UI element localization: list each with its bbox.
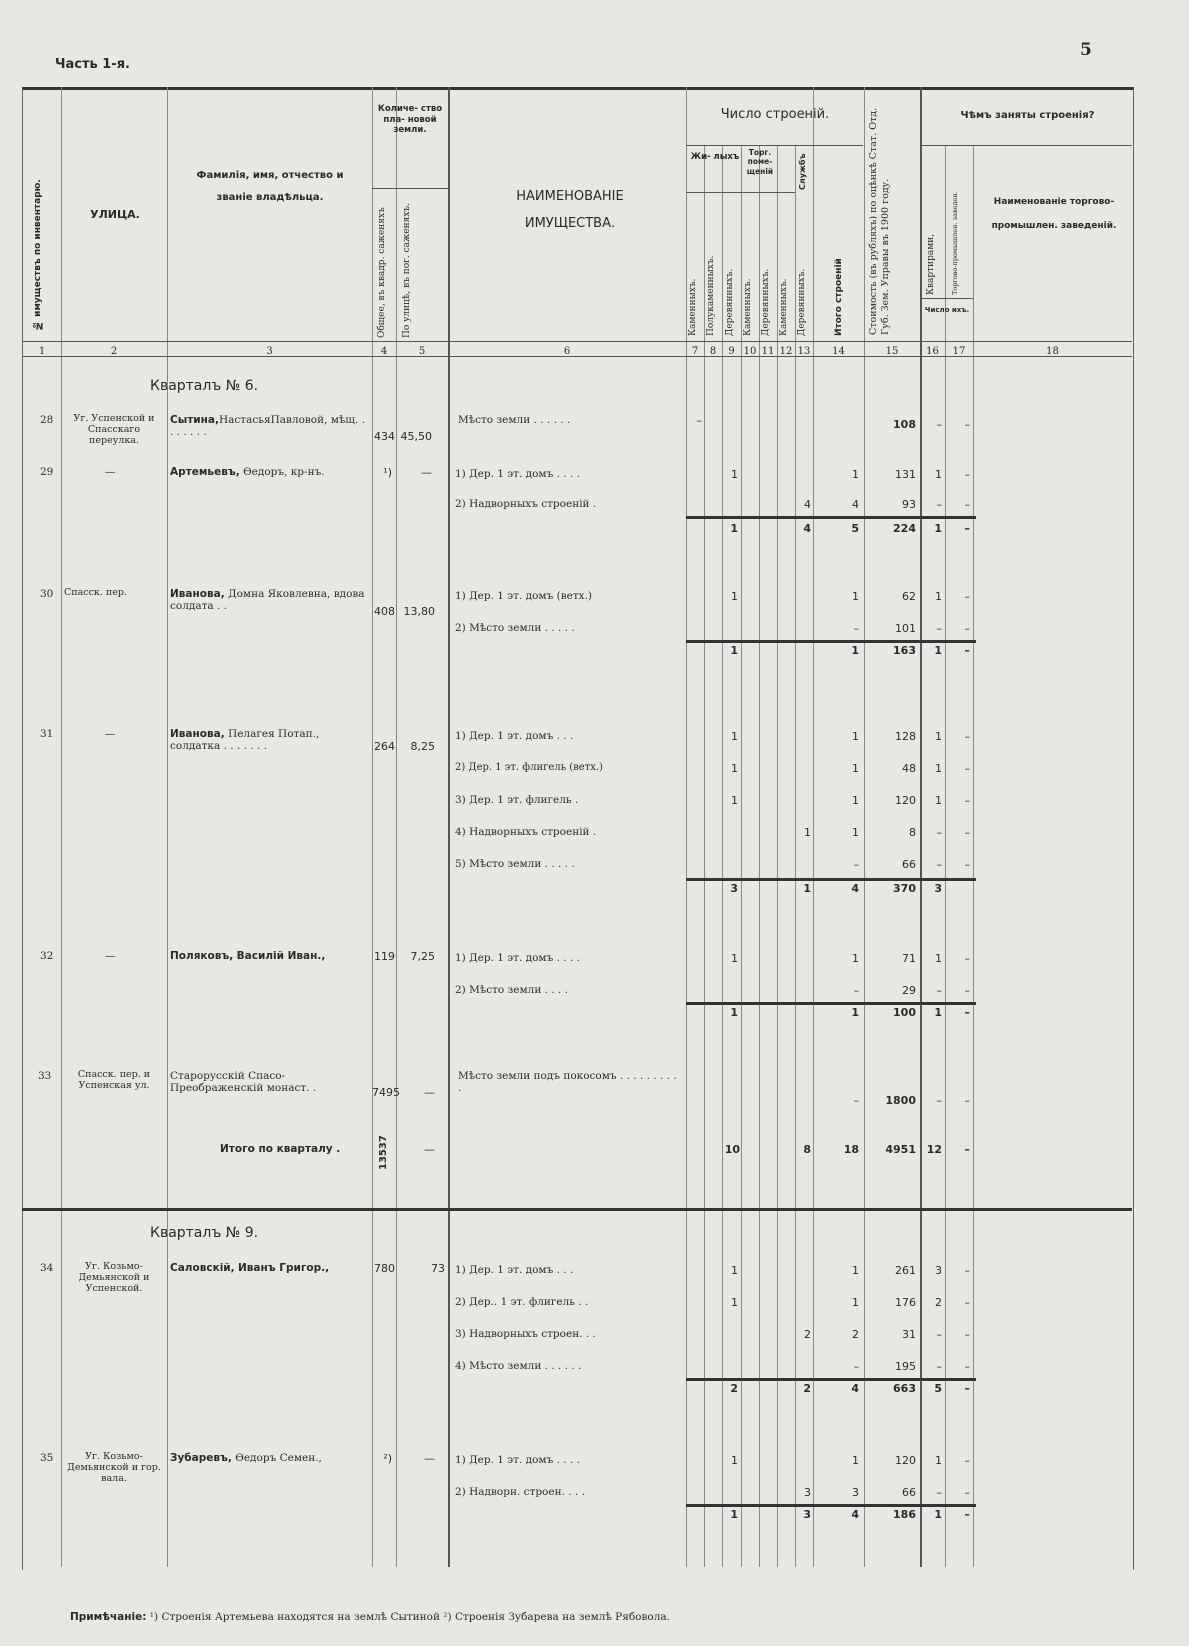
cell-dash: – xyxy=(696,414,702,427)
count-cell: – xyxy=(964,952,970,965)
value-cell: 71 xyxy=(902,952,916,965)
count-cell: – xyxy=(936,826,942,839)
header-mat-semi: Полукаменныхъ. xyxy=(706,255,716,336)
sum-count: 1 xyxy=(934,1508,942,1521)
sum-wood: 1 xyxy=(730,1508,738,1521)
wood-count: 1 xyxy=(731,468,738,481)
property-item: 1) Дер. 1 эт. домъ (ветх.) xyxy=(455,590,593,602)
wood-count: 1 xyxy=(731,1454,738,1467)
street-cell: Уг. Успенской и Спасскаго переулка. xyxy=(73,413,155,446)
inventory-no: 35 xyxy=(40,1452,54,1464)
count-cell: – xyxy=(964,590,970,603)
wood-count: 1 xyxy=(731,762,738,775)
wood-count: 1 xyxy=(731,952,738,965)
col-divider xyxy=(372,87,373,1567)
owner-rest: НастасьяПавловой, мѣщ. . . . . . . . xyxy=(170,414,366,439)
property-item: Мѣсто земли . . . . . . xyxy=(458,414,571,426)
total-buildings: 2 xyxy=(852,1328,859,1341)
value-cell: 1800 xyxy=(885,1094,916,1107)
service-count: 1 xyxy=(804,826,811,839)
count-cell: – xyxy=(936,984,942,997)
footnote xyxy=(70,1611,670,1623)
col-divider xyxy=(61,87,62,1567)
sum-count: 1 xyxy=(934,1006,942,1019)
street-cell: — xyxy=(105,466,116,478)
col-divider xyxy=(741,145,742,1567)
count-cell: 1 xyxy=(935,730,942,743)
inventory-no: 29 xyxy=(40,466,54,478)
total-buildings: – xyxy=(853,1360,859,1373)
header-buildings: Число строеній. xyxy=(720,107,830,122)
land-area: 408 xyxy=(374,605,395,618)
owner-rest: Иванъ Григор., xyxy=(237,1262,330,1274)
total-buildings: – xyxy=(853,622,859,635)
count-cell: – xyxy=(964,984,970,997)
land-area: ¹) xyxy=(383,466,392,479)
count-cell: – xyxy=(936,418,942,431)
quarter-total-count: 12 xyxy=(926,1143,942,1156)
property-item: 1) Дер. 1 эт. домъ . . . xyxy=(455,730,574,742)
count-cell: – xyxy=(936,498,942,511)
street-length: 73 xyxy=(431,1262,445,1275)
count-cell: – xyxy=(964,794,970,807)
count-cell: 1 xyxy=(935,952,942,965)
street-length: — xyxy=(424,1452,435,1465)
street-length: 13,80 xyxy=(403,605,435,618)
sum-value: 663 xyxy=(893,1382,916,1395)
quarter-separator xyxy=(22,1208,1132,1211)
col-number: 3 xyxy=(266,346,273,357)
sum-wood: 2 xyxy=(730,1382,738,1395)
footnote-label: Примѣчаніе: xyxy=(70,1611,147,1623)
count-cell: – xyxy=(936,622,942,635)
property-item: 2) Надворныхъ строеній . xyxy=(455,498,597,510)
sum-total: 1 xyxy=(851,644,859,657)
wood-count: 1 xyxy=(731,794,738,807)
value-cell: 120 xyxy=(895,1454,916,1467)
inventory-no: 32 xyxy=(40,950,54,962)
property-item: 4) Надворныхъ строеній . xyxy=(455,826,597,838)
value-cell: 8 xyxy=(909,826,916,839)
count-cell: – xyxy=(964,1264,970,1277)
col-number: 17 xyxy=(952,346,966,357)
subtotal-rule xyxy=(686,878,976,881)
value-cell: 120 xyxy=(895,794,916,807)
sum-count: – xyxy=(964,1006,970,1019)
col-divider xyxy=(686,87,687,1567)
property-item: 1) Дер. 1 эт. домъ . . . . xyxy=(455,952,580,964)
total-buildings: – xyxy=(853,984,859,997)
total-buildings: 4 xyxy=(852,498,859,511)
street-cell: Уг. Козьмо-Демьянской и Успенской. xyxy=(78,1261,150,1294)
header-rule xyxy=(920,145,1132,146)
owner-cell xyxy=(170,466,325,478)
wood-count: 1 xyxy=(731,1264,738,1277)
col-divider xyxy=(759,145,760,1567)
service-count: 2 xyxy=(804,1328,811,1341)
value-cell: 66 xyxy=(902,858,916,871)
count-cell: 1 xyxy=(935,468,942,481)
total-buildings: 1 xyxy=(852,794,859,807)
sum-wood: 1 xyxy=(730,1006,738,1019)
sum-service: 3 xyxy=(803,1508,811,1521)
street-length: — xyxy=(424,1086,435,1099)
col-number: 9 xyxy=(728,346,735,357)
sum-service: 2 xyxy=(803,1382,811,1395)
street-cell: — xyxy=(105,728,116,740)
street-length: 45,50 xyxy=(400,430,432,443)
header-mat-stone3: Каменныхъ. xyxy=(779,278,789,336)
count-cell: – xyxy=(964,762,970,775)
quarter-total-wood: 10 xyxy=(724,1143,740,1156)
col-divider xyxy=(973,145,974,1567)
total-buildings: 1 xyxy=(852,1264,859,1277)
property-item: 1) Дер. 1 эт. домъ . . . . xyxy=(455,468,580,480)
sum-count: 5 xyxy=(934,1382,942,1395)
count-cell: – xyxy=(964,498,970,511)
sum-total: 5 xyxy=(851,522,859,535)
total-buildings: 1 xyxy=(852,468,859,481)
count-cell: – xyxy=(964,730,970,743)
header-value: Стоимость (въ рубляхъ) по оцѣнкѣ Стат. Отд. Губ. Зем. Управы въ 1900 году. xyxy=(868,107,891,335)
col-number: 18 xyxy=(1046,346,1059,357)
col-number: 4 xyxy=(380,346,388,357)
owner-rest: Пелагея Потап., солдатка . . . . . . . xyxy=(170,728,320,753)
col-number: 6 xyxy=(563,346,571,357)
header-mat-wood3: Деревянныхъ. xyxy=(797,268,807,336)
property-item: 2) Мѣсто земли . . . . xyxy=(455,984,569,996)
street-length: 8,25 xyxy=(410,740,435,753)
part-label: Часть 1-я. xyxy=(55,57,130,72)
land-area: 119 xyxy=(374,950,395,963)
header-rule xyxy=(22,341,1132,342)
owner-surname: Сытина, xyxy=(170,414,219,426)
total-buildings: 1 xyxy=(852,590,859,603)
header-count: Число ихъ. xyxy=(924,306,970,314)
value-cell: 29 xyxy=(902,984,916,997)
subtotal-rule xyxy=(686,1504,976,1507)
header-mat-wood: Деревянныхъ. xyxy=(725,268,735,336)
header-rule xyxy=(686,192,795,193)
total-buildings: – xyxy=(853,858,859,871)
total-buildings: 1 xyxy=(852,1454,859,1467)
header-inventory-no: № имуществъ по инвентарю. xyxy=(33,179,43,330)
total-buildings: 1 xyxy=(852,730,859,743)
sum-count: – xyxy=(964,1508,970,1521)
header-service: Службъ xyxy=(798,153,807,190)
service-count: 3 xyxy=(804,1486,811,1499)
property-item: Мѣсто земли подъ покосомъ . . . . . . . . . . xyxy=(458,1070,677,1095)
property-item: 3) Дер. 1 эт. флигель . xyxy=(455,794,579,806)
total-buildings: 1 xyxy=(852,826,859,839)
property-item: 3) Надворныхъ строен. . . xyxy=(455,1328,596,1340)
value-cell: 62 xyxy=(902,590,916,603)
property-item: 4) Мѣсто земли . . . . . . xyxy=(455,1360,582,1372)
count-cell: – xyxy=(964,1454,970,1467)
header-street: УЛИЦА. xyxy=(90,208,140,221)
sum-count: 3 xyxy=(934,882,942,895)
col-divider xyxy=(167,87,168,1567)
header-land: Количе- ство пла- новой земли. xyxy=(377,104,443,136)
col-divider xyxy=(396,87,397,1567)
owner-rest: Өедоръ, кр-нъ. xyxy=(243,466,325,478)
quarter-total-street: — xyxy=(424,1143,435,1156)
sum-service: 4 xyxy=(803,522,811,535)
property-item: 2) Дер.. 1 эт. флигель . . xyxy=(455,1296,589,1308)
sum-wood: 1 xyxy=(730,644,738,657)
sum-service: 1 xyxy=(803,882,811,895)
sum-total: 1 xyxy=(851,1006,859,1019)
quarter-total-value: 4951 xyxy=(885,1143,916,1156)
footnote-text: ¹) Строенія Артемьева находятся на землѣ Сытиной ²) Строенія Зубарева на землѣ Рябовола. xyxy=(149,1611,670,1623)
col-divider xyxy=(704,145,705,1567)
value-cell: 66 xyxy=(902,1486,916,1499)
header-trade-name: Наименованіе торгово-промышлен. заведеній. xyxy=(991,197,1117,232)
sum-count: – xyxy=(964,522,970,535)
count-cell: – xyxy=(964,1486,970,1499)
value-cell: 195 xyxy=(895,1360,916,1373)
header-land-total: Общее, въ квадр. саженяхъ xyxy=(377,207,387,338)
col-number: 13 xyxy=(797,346,811,357)
col-number: 11 xyxy=(761,346,775,357)
value-cell: 128 xyxy=(895,730,916,743)
owner-cell xyxy=(170,1452,322,1464)
owner-rest: Василій Иван., xyxy=(236,950,326,962)
count-cell: – xyxy=(964,622,970,635)
header-trade-est: Торгово-промышлен. заведен. xyxy=(951,191,959,295)
owner-cell xyxy=(170,728,370,752)
land-area: 7495 xyxy=(372,1086,400,1099)
value-cell: 48 xyxy=(902,762,916,775)
sum-total: 4 xyxy=(851,1382,859,1395)
col-number: 7 xyxy=(691,346,699,357)
count-cell: – xyxy=(964,858,970,871)
col-number: 15 xyxy=(885,346,899,357)
street-cell: — xyxy=(105,950,116,962)
subtotal-rule xyxy=(686,640,976,643)
header-property: НАИМЕНОВАНІЕ ИМУЩЕСТВА. xyxy=(516,189,624,232)
wood-count: 1 xyxy=(731,1296,738,1309)
sum-count: – xyxy=(964,1382,970,1395)
count-cell: – xyxy=(936,1094,942,1107)
owner-rest: Өедоръ Семен., xyxy=(235,1452,322,1464)
header-rule xyxy=(920,298,973,299)
quarter-total-service: 8 xyxy=(803,1143,811,1156)
street-cell: Уг. Козьмо-Демьянской и гор. вала. xyxy=(67,1451,161,1484)
sum-wood: 1 xyxy=(730,522,738,535)
street-cell: Спасск. пер. и Успенская ул. xyxy=(77,1069,151,1091)
land-area: 780 xyxy=(374,1262,395,1275)
wood-count: 1 xyxy=(731,730,738,743)
quarter-total-count: – xyxy=(964,1143,970,1156)
owner-surname: Иванова, xyxy=(170,588,225,600)
count-cell: – xyxy=(936,1486,942,1499)
sum-wood: 3 xyxy=(730,882,738,895)
property-item: 2) Надворн. строен. . . . xyxy=(455,1486,585,1498)
quarter-total-buildings: 18 xyxy=(843,1143,859,1156)
col-number: 5 xyxy=(418,346,426,357)
owner-cell xyxy=(170,588,370,612)
count-cell: – xyxy=(936,858,942,871)
count-cell: 1 xyxy=(935,794,942,807)
count-cell: 1 xyxy=(935,1454,942,1467)
count-cell: 1 xyxy=(935,590,942,603)
header-mat-wood2: Деревянныхъ. xyxy=(761,268,771,336)
count-cell: 2 xyxy=(935,1296,942,1309)
header-total-buildings: Итого строеній xyxy=(834,258,844,336)
property-item: 1) Дер. 1 эт. домъ . . . . xyxy=(455,1454,580,1466)
col-divider xyxy=(795,145,796,1567)
count-cell: 3 xyxy=(935,1264,942,1277)
inventory-no: 28 xyxy=(40,414,54,426)
total-buildings: 3 xyxy=(852,1486,859,1499)
col-divider xyxy=(722,145,723,1567)
sum-value: 163 xyxy=(893,644,916,657)
street-length: 7,25 xyxy=(410,950,435,963)
total-buildings: – xyxy=(853,1094,859,1107)
header-living: Жи- лыхъ xyxy=(690,152,740,162)
value-cell: 176 xyxy=(895,1296,916,1309)
sum-count: – xyxy=(964,644,970,657)
quarter-total-area: 13537 xyxy=(378,1135,389,1170)
land-area: ²) xyxy=(383,1452,392,1465)
sum-value: 100 xyxy=(893,1006,916,1019)
col-number: 16 xyxy=(926,346,939,357)
count-cell: – xyxy=(936,1360,942,1373)
land-area: 434 xyxy=(374,430,395,443)
value-cell: 131 xyxy=(895,468,916,481)
owner-surname: Зубаревъ, xyxy=(170,1452,232,1464)
inventory-no: 33 xyxy=(38,1070,52,1082)
subtotal-rule xyxy=(686,1378,976,1381)
property-item: 5) Мѣсто земли . . . . . xyxy=(455,858,575,870)
sum-value: 224 xyxy=(893,522,916,535)
col-number: 1 xyxy=(38,346,46,357)
sum-total: 4 xyxy=(851,1508,859,1521)
col-divider xyxy=(777,145,778,1567)
owner-surname: Артемьевъ, xyxy=(170,466,240,478)
count-cell: – xyxy=(964,468,970,481)
header-land-street: По улицѣ, въ пог. саженяхъ. xyxy=(402,203,412,338)
owner-rest: Домна Яковлевна, вдова солдата . . xyxy=(170,588,365,613)
sum-count: 1 xyxy=(934,522,942,535)
sum-value: 370 xyxy=(893,882,916,895)
col-divider xyxy=(945,145,946,1567)
inventory-no: 31 xyxy=(40,728,54,740)
header-mat-stone2: Каменныхъ. xyxy=(743,278,753,336)
header-apartments: Квартирами, xyxy=(926,233,936,295)
property-item: 1) Дер. 1 эт. домъ . . . xyxy=(455,1264,574,1276)
count-cell: – xyxy=(964,1328,970,1341)
count-cell: – xyxy=(936,1328,942,1341)
subtotal-rule xyxy=(686,1002,976,1005)
col-number: 10 xyxy=(743,346,757,357)
value-cell: 108 xyxy=(893,418,916,431)
quarter-total-label: Итого по кварталу . xyxy=(220,1143,341,1155)
value-cell: 93 xyxy=(902,498,916,511)
service-count: 4 xyxy=(804,498,811,511)
owner-cell xyxy=(170,414,370,438)
count-cell: – xyxy=(964,1296,970,1309)
header-mat-stone: Каменныхъ. xyxy=(688,278,698,336)
value-cell: 261 xyxy=(895,1264,916,1277)
col-number: 2 xyxy=(110,346,118,357)
col-number: 12 xyxy=(779,346,793,357)
page-number: 5 xyxy=(1080,40,1092,60)
land-area: 264 xyxy=(374,740,395,753)
owner-cell xyxy=(170,950,325,962)
header-occupied: Чѣмъ заняты строенія? xyxy=(960,110,1095,121)
count-cell: – xyxy=(964,418,970,431)
street-cell: Спасск. пер. xyxy=(64,587,127,598)
col-number: 8 xyxy=(709,346,717,357)
inventory-no: 34 xyxy=(40,1262,54,1274)
sum-count: 1 xyxy=(934,644,942,657)
col-number: 14 xyxy=(832,346,845,357)
count-cell: 1 xyxy=(935,762,942,775)
property-item: 2) Дер. 1 эт. флигель (ветх.) xyxy=(455,762,603,773)
header-rule xyxy=(372,188,448,189)
value-cell: 31 xyxy=(902,1328,916,1341)
property-item: 2) Мѣсто земли . . . . . xyxy=(455,622,575,634)
owner-cell: Старорусскій Спасо-Преображенскій монаст. . xyxy=(170,1070,317,1095)
street-length: — xyxy=(421,466,432,479)
count-cell: – xyxy=(964,826,970,839)
count-cell: – xyxy=(964,1094,970,1107)
total-buildings: 1 xyxy=(852,1296,859,1309)
quarter-heading: Кварталъ № 9. xyxy=(150,1225,259,1241)
sum-value: 186 xyxy=(893,1508,916,1521)
quarter-heading: Кварталъ № 6. xyxy=(150,378,259,394)
header-owner: Фамилія, имя, отчество и званіе владѣльца. xyxy=(196,170,344,203)
subtotal-rule xyxy=(686,516,976,519)
count-cell: – xyxy=(964,1360,970,1373)
owner-surname: Иванова, xyxy=(170,728,225,740)
value-cell: 101 xyxy=(895,622,916,635)
owner-cell xyxy=(170,1262,329,1274)
wood-count: 1 xyxy=(731,590,738,603)
inventory-no: 30 xyxy=(40,588,54,600)
total-buildings: 1 xyxy=(852,952,859,965)
total-buildings: 1 xyxy=(852,762,859,775)
header-rule xyxy=(686,145,863,146)
col-divider xyxy=(448,87,450,1567)
owner-surname: Саловскій, xyxy=(170,1262,235,1274)
sum-total: 4 xyxy=(851,882,859,895)
owner-surname: Поляковъ, xyxy=(170,950,234,962)
header-trade: Торг. поме- щеній xyxy=(746,148,774,176)
